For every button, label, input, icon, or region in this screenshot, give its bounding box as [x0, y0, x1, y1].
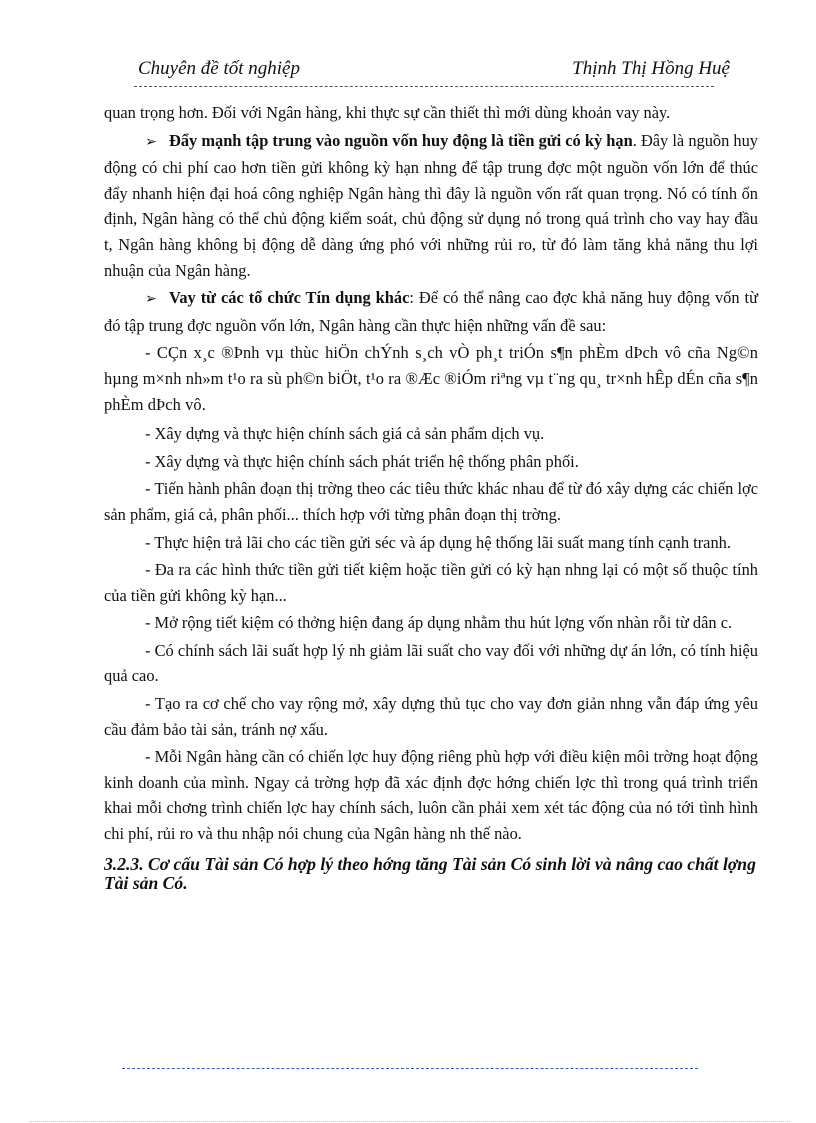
arrow-bullet-icon: ➢ [145, 134, 157, 150]
arrow-bullet-icon: ➢ [145, 292, 157, 308]
page-header [138, 58, 730, 84]
list-item: - Tiến hành phân đoạn thị trờng theo các tiêu thức khác nhau để từ đó xây dựng các chiến lợc sản phẩm, giá cả, phân phối... thích hợp với từng phân đoạn thị trờng. [104, 479, 758, 524]
bullet-text: : Để có thể nâng cao đợc khả năng huy động vốn từ đó tập trung đợc nguồn vốn lớn, Ngân hàng cần thực hiện những vấn đề sau: [104, 288, 758, 335]
section-heading: 3.2.3. Cơ cấu Tài sản Có hợp lý theo hớng tăng Tài sản Có sinh lời và nâng cao chất lợng Tài sản Có. [104, 853, 756, 893]
paragraph-continuation: quan trọng hơn. Đối với Ngân hàng, khi thực sự cần thiết thì mới dùng khoản vay này. [104, 103, 671, 122]
list-item: - Có chính sách lãi suất hợp lý nh giảm lãi suất cho vay đối với những dự án lớn, có tính hiệu quả cao. [104, 640, 758, 686]
bullet-interbank-borrowing [104, 285, 758, 338]
list-item: - CÇn x¸c ®Þnh vµ thùc hiÖn chÝnh s¸ch vÒ ph¸t triÓn s¶n phÈm dÞch vô cña Ng©n hµng m×nh nh»m t¹o ra sù ph©n biÖt, t¹o ra ®Æc ®iÓm riªng vµ t¨ng qu¸ tr×nh hÊp dÉn cña s¶n phÈm dÞch vô. [104, 343, 758, 414]
page-bottom-edge [30, 1121, 790, 1122]
list-item: - Mỗi Ngân hàng cần có chiến lợc huy động riêng phù hợp với điều kiện môi trờng hoạt động kinh doanh của mình. Ngay cả trờng hợp đã xác định đợc hớng chiến lợc thì trong quá trình triển khai mỗi chơng trình chiến lợc hay chính sách, luôn cần phải xem xét tác động của nó tới tình hình chi phí, rủi ro và thu nhập nói chung của Ngân hàng nh thế nào. [104, 747, 758, 844]
list-item: - Thực hiện trả lãi cho các tiền gửi séc và áp dụng hệ thống lãi suất mang tính cạnh tranh. [145, 532, 731, 552]
list-item: - Xây dựng và thực hiện chính sách giá cả sản phẩm dịch vụ. [145, 424, 545, 444]
bullet-term-deposits [104, 128, 758, 284]
header-divider [134, 86, 714, 87]
list-item: - Xây dựng và thực hiện chính sách phát triển hệ thống phân phối. [145, 451, 579, 471]
list-item: - Tạo ra cơ chế cho vay rộng mở, xây dựng thủ tục cho vay đơn giản nhng vẫn đáp ứng yêu cầu đảm bảo tài sản, tránh nợ xấu. [104, 694, 758, 739]
footer-divider [122, 1068, 698, 1069]
body-text [104, 100, 758, 895]
list-item: - Mở rộng tiết kiệm có thởng hiện đang áp dụng nhằm thu hút lợng vốn nhàn rỗi từ dân c. [145, 613, 733, 633]
list-item: - Đa ra các hình thức tiền gửi tiết kiệm hoặc tiền gửi có kỳ hạn nhng lại có một số thuộc tính của tiền gửi không kỳ hạn... [104, 560, 758, 605]
bullet-title: Đẩy mạnh tập trung vào nguồn vốn huy động là tiền gửi có kỳ hạn [169, 130, 633, 150]
header-document-type: Chuyên đề tốt nghiệp [138, 58, 300, 79]
header-author: Thịnh Thị Hồng Huệ [572, 58, 730, 79]
bullet-text: . Đây là nguồn huy động có chi phí cao hơn tiền gửi không kỳ hạn nhng để tập trung đợc một nguồn vốn lớn để thúc đẩy nhanh hiện đại hoá công nghiệp Ngân hàng thì đây là nguồn vốn rất quan trọng. Nó có tính ổn định, Ngân hàng có thể chủ động kiểm soát, chủ động sử dụng nó trong quá trình cho vay hay đầu t, Ngân hàng không bị động dễ dàng ứng phó với những rủi ro, từ đó làm tăng khả năng thu lợi nhuận của Ngân hàng. [104, 130, 759, 280]
bullet-title: Vay từ các tổ chức Tín dụng khác [169, 288, 410, 308]
